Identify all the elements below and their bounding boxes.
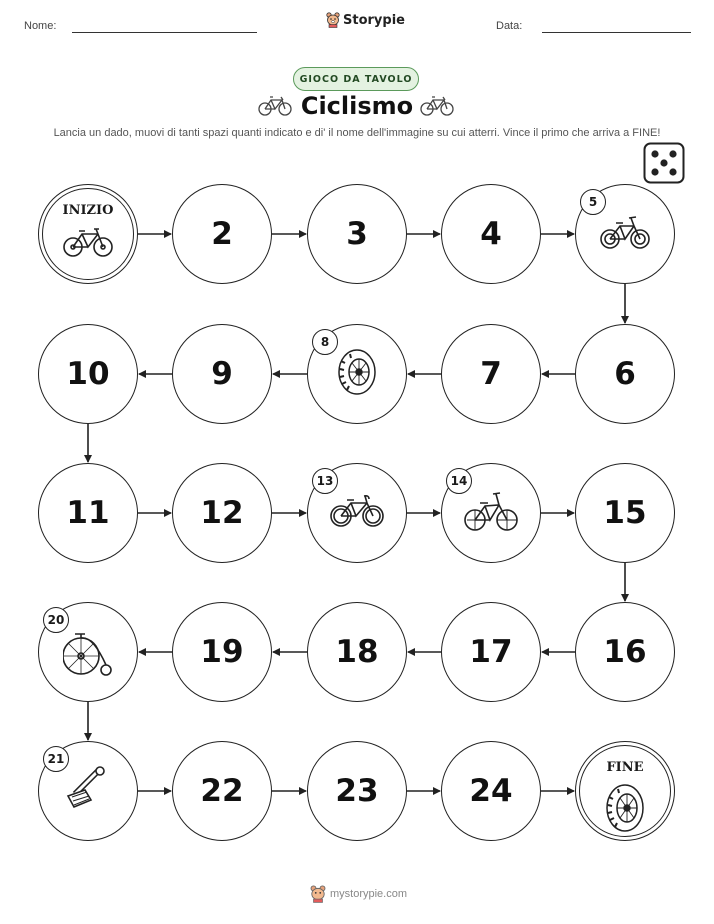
wheel-icon bbox=[604, 782, 646, 838]
space-number-badge: 8 bbox=[312, 329, 338, 355]
board-space bbox=[575, 184, 675, 284]
date-label: Data: bbox=[496, 20, 523, 32]
board-space bbox=[307, 324, 407, 424]
board-space bbox=[172, 463, 272, 563]
board-space bbox=[172, 184, 272, 284]
space-number: 16 bbox=[603, 634, 647, 670]
space-number: 7 bbox=[480, 356, 502, 392]
space-number: 2 bbox=[211, 216, 233, 252]
space-number-badge: 5 bbox=[580, 189, 606, 215]
game-type-badge: GIOCO DA TAVOLO bbox=[293, 67, 419, 91]
space-number-badge: 21 bbox=[43, 746, 69, 772]
space-number: 23 bbox=[335, 773, 379, 809]
space-number: 22 bbox=[200, 773, 244, 809]
space-number: 17 bbox=[469, 634, 513, 670]
space-number: 9 bbox=[211, 356, 233, 392]
space-number: 3 bbox=[346, 216, 368, 252]
footer-url: mystorypie.com bbox=[330, 888, 408, 900]
space-number: 24 bbox=[469, 773, 513, 809]
space-number-badge: 13 bbox=[312, 468, 338, 494]
footer bbox=[310, 885, 407, 903]
board-space bbox=[575, 324, 675, 424]
kids-bicycle-icon bbox=[598, 212, 652, 256]
board-space bbox=[441, 463, 541, 563]
finish-space bbox=[575, 741, 675, 841]
board-space bbox=[307, 463, 407, 563]
name-label: Nome: bbox=[24, 20, 57, 32]
space-number-badge: 14 bbox=[446, 468, 472, 494]
board-space bbox=[441, 184, 541, 284]
bear-icon bbox=[310, 885, 326, 903]
board-space bbox=[38, 602, 138, 702]
board-space bbox=[307, 741, 407, 841]
board-space bbox=[307, 184, 407, 284]
space-number: 4 bbox=[480, 216, 502, 252]
board-space bbox=[441, 741, 541, 841]
start-space bbox=[38, 184, 138, 284]
space-number: 15 bbox=[603, 495, 647, 531]
road-bike-icon bbox=[329, 493, 385, 533]
board-space bbox=[172, 602, 272, 702]
tire-icon bbox=[336, 347, 378, 401]
space-number: 18 bbox=[335, 634, 379, 670]
board-space bbox=[172, 324, 272, 424]
instructions-text: Lancia un dado, muovi di tanti spazi quanti indicato e di' il nome dell'immagine su cui atterri. Vince il primo che arriva a FINE! bbox=[53, 127, 661, 139]
board-space bbox=[307, 602, 407, 702]
page-title: Ciclismo bbox=[300, 92, 414, 120]
board-space bbox=[441, 602, 541, 702]
board-space bbox=[172, 741, 272, 841]
penny-farthing-icon bbox=[63, 622, 113, 682]
pedal-icon bbox=[63, 766, 113, 816]
space-number: 10 bbox=[66, 356, 110, 392]
board-space bbox=[38, 741, 138, 841]
space-number: 19 bbox=[200, 634, 244, 670]
board-space bbox=[38, 463, 138, 563]
board-space bbox=[38, 324, 138, 424]
bicycle-icon bbox=[62, 225, 114, 263]
board-space bbox=[575, 602, 675, 702]
space-number: 12 bbox=[200, 495, 244, 531]
space-label: INIZIO bbox=[62, 203, 114, 218]
space-number-badge: 20 bbox=[43, 607, 69, 633]
space-number: 11 bbox=[66, 495, 110, 531]
board-space bbox=[575, 463, 675, 563]
space-number: 6 bbox=[614, 356, 636, 392]
space-label: FINE bbox=[606, 760, 644, 775]
brand-name: Storypie bbox=[343, 12, 405, 28]
bmx-bike-icon bbox=[463, 489, 519, 537]
board-space bbox=[441, 324, 541, 424]
